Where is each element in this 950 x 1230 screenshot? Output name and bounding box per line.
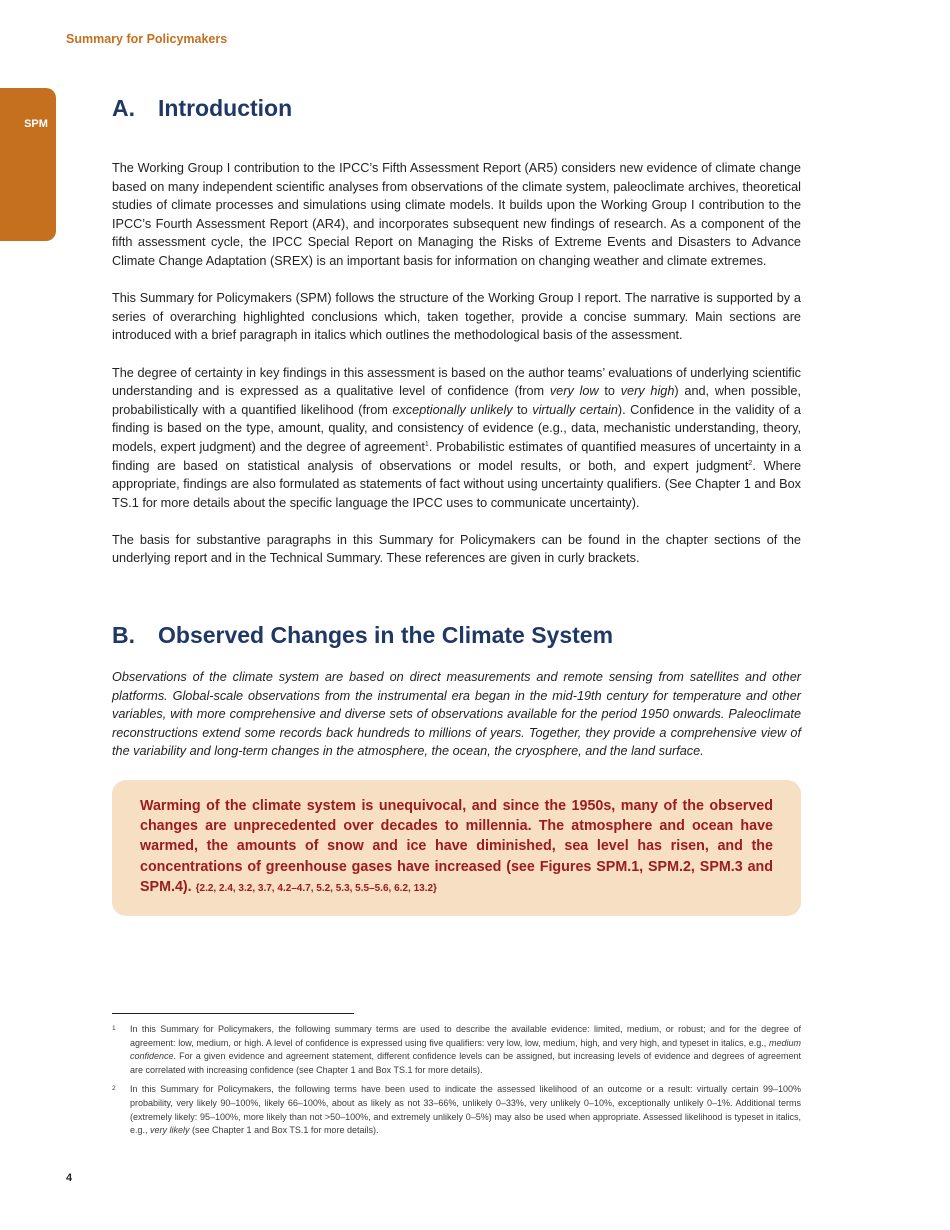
page-number: 4 <box>66 1172 73 1184</box>
footnote-number: 2 <box>112 1085 116 1093</box>
section-a-heading <box>112 95 292 122</box>
footnote-1: 1 In this Summary for Policymakers, the following summary terms are used to describe the available evidence: limited, medium, or robust; and for the degree of agreement: low, medium, or high. A level of confidence is expressed using five qualifiers: very low, low, medium, high, and very high, and typeset in italics, e.g., medium confidence. For a given evidence and agreement statement, different confidence levels can be assigned, but increasing levels of evidence and degrees of agreement are correlated with increasing confidence (see Chapter 1 and Box TS.1 for more details). <box>112 1024 801 1075</box>
section-a-title: Introduction <box>158 95 293 121</box>
footnote-number: 1 <box>112 1025 116 1032</box>
footnote-2: 2 In this Summary for Policymakers, the following terms have been used to indicate the assessed likelihood of an outcome or a result: virtually certain 99–100% probability, very likely 90–100%, likely 66–100%, about as likely as not 33–66%, unlikely 0–33%, very unlikely 0–10%, exceptionally unlikely 0–1%. Additional terms (extremely likely: 95–100%, more likely than not >50–100%, and extremely unlikely 0–5%) may also be used when appropriate. Assessed likelihood is typeset in italics, e.g., very likely (see Chapter 1 and Box TS.1 for more details). <box>112 1084 801 1136</box>
section-a-number: A. <box>112 95 135 121</box>
running-head: Summary for Policymakers <box>66 32 228 46</box>
section-b-title: Observed Changes in the Climate System <box>158 622 614 648</box>
intro-paragraph-1: The Working Group I contribution to the IPCC’s Fifth Assessment Report (AR5) considers new evidence of climate change based on many independent scientific analyses from observations of the climate system, paleoclimate archives, theoretical studies of climate processes and simulations using climate models. It builds upon the Working Group I contribution to the IPCC’s Fourth Assessment Report (AR4), and incorporates subsequent new findings of research. As a component of the fifth assessment cycle, the IPCC Special Report on Managing the Risks of Extreme Events and Disasters to Advance Climate Change Adaptation (SREX) is an important basis for information on changing weather and climate extremes. <box>112 161 801 268</box>
side-tab-label: SPM <box>24 118 48 130</box>
intro-paragraph-4: The basis for substantive paragraphs in this Summary for Policymakers can be found in the chapter sections of the underlying report and in the Technical Summary. These references are given in curly brackets. <box>112 532 801 566</box>
highlight-statement: Warming of the climate system is unequivocal, and since the 1950s, many of the observed changes are unprecedented over decades to millennia. The atmosphere and ocean have warmed, the amounts of snow and ice have diminished, sea level has risen, and the concentrations of greenhouse gases have increased (see Figures SPM.1, SPM.2, SPM.3 and SPM.4). {2.2, 2.4, 3.2, 3.7, 4.2–4.7, 5.2, 5.3, 5.5–5.6, 6.2, 13.2} <box>140 798 773 895</box>
introduction-body <box>112 159 801 587</box>
footnotes <box>112 1023 801 1144</box>
section-b-heading <box>112 622 613 649</box>
observations-intro: Observations of the climate system are based on direct measurements and remote sensing from satellites and other platforms. Global-scale observations from the instrumental era began in the mid-19th century for temperature and other variables, with more comprehensive and diverse sets of observations available for the period 1950 onwards. Paleoclimate reconstructions extend some records back hundreds to millions of years. Together, they provide a comprehensive view of the variability and long-term changes in the atmosphere, the ocean, the cryosphere, and the land surface. <box>112 670 801 759</box>
footnote-ref-2: 2 <box>748 459 753 467</box>
highlight-box <box>112 780 801 916</box>
footnote-divider <box>112 1013 354 1014</box>
highlight-references: {2.2, 2.4, 3.2, 3.7, 4.2–4.7, 5.2, 5.3, 5.5–5.6, 6.2, 13.2} <box>195 882 437 894</box>
intro-paragraph-3: The degree of certainty in key findings in this assessment is based on the author teams’ evaluations of underlying scientific understanding and is expressed as a qualitative level of confidence (from very low to very high) and, when possible, probabilistically with a quantified likelihood (from exceptionally unlikely to virtually certain). Confidence in the validity of a finding is based on the type, amount, quality, and consistency of evidence (e.g., data, mechanistic understanding, theory, models, expert judgment) and the degree of agreement$^1$. Probabilistic estimates of quantified measures of uncertainty in a finding are based on statistical analysis of observations or model results, or both, and expert judgment$^2$. Where appropriate, findings are also formulated as statements of fact without using uncertainty qualifiers. (See Chapter 1 and Box TS.1 for more details about the specific language the IPCC uses to communicate uncertainty). <box>112 365 801 510</box>
section-b-number: B. <box>112 622 135 648</box>
footnote-ref-1: 1 <box>424 440 429 448</box>
intro-paragraph-2: This Summary for Policymakers (SPM) follows the structure of the Working Group I report. The narrative is supported by a series of overarching highlighted conclusions which, taken together, provide a concise summary. Main sections are introduced with a brief paragraph in italics which outlines the methodological basis of the assessment. <box>112 291 801 343</box>
side-tab <box>0 88 56 241</box>
